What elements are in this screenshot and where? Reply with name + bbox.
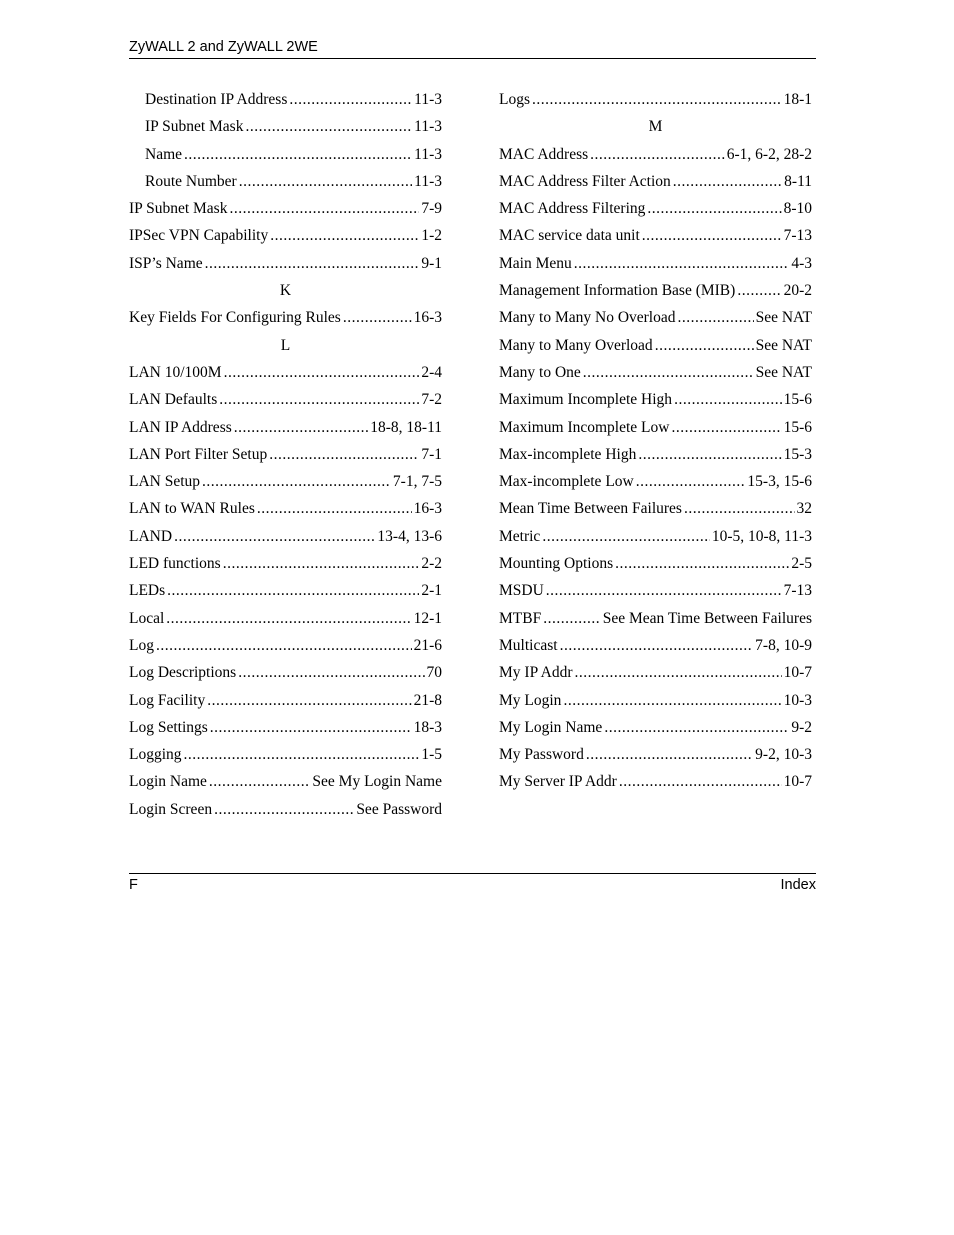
index-term: Name <box>145 145 183 163</box>
dot-leader <box>214 796 354 823</box>
dot-leader <box>166 605 411 632</box>
dot-leader <box>184 741 420 768</box>
index-page-ref: 15-6 <box>783 418 812 436</box>
index-entry <box>129 714 442 741</box>
index-page-ref: 7-13 <box>783 227 812 245</box>
index-entry <box>499 741 812 768</box>
dot-leader <box>575 659 782 686</box>
index-term: ISP’s Name <box>129 254 203 272</box>
dot-leader <box>223 550 420 577</box>
index-entry <box>499 632 812 659</box>
dot-leader <box>647 195 781 222</box>
index-page-ref: 10-3 <box>783 691 812 709</box>
dot-leader <box>583 359 754 386</box>
dot-leader <box>343 304 412 331</box>
index-term: My Server IP Addr <box>499 773 617 791</box>
index-page-ref: 8-11 <box>784 172 812 190</box>
index-entry <box>499 414 812 441</box>
index-page-ref: 2-2 <box>421 555 442 573</box>
dot-leader <box>543 605 601 632</box>
index-entry <box>499 195 812 222</box>
index-entry <box>129 659 442 686</box>
index-term: Multicast <box>499 636 558 654</box>
index-page-ref: 2-1 <box>421 582 442 600</box>
dot-leader <box>229 195 419 222</box>
index-page-ref: 7-13 <box>783 582 812 600</box>
index-page-ref: 18-1 <box>783 91 812 108</box>
index-page-ref: 2-5 <box>791 555 812 573</box>
index-entry <box>129 523 442 550</box>
dot-leader <box>674 386 782 413</box>
index-term: IPSec VPN Capability <box>129 227 269 245</box>
index-term: My Login <box>499 691 562 709</box>
index-term: Many to Many No Overload <box>499 309 676 327</box>
dot-leader <box>563 687 781 714</box>
index-page-ref: 10-5, 10-8, 11-3 <box>711 527 812 545</box>
dot-leader <box>207 687 411 714</box>
index-page-ref: See Password <box>356 800 442 818</box>
index-page-ref: 7-2 <box>421 391 442 409</box>
dot-leader <box>678 304 754 331</box>
index-entry <box>499 304 812 331</box>
dot-leader <box>239 168 412 195</box>
footer-page-letter: F <box>129 877 138 893</box>
index-page-ref: 15-3 <box>783 445 812 463</box>
dot-leader <box>671 414 781 441</box>
index-term: Log Settings <box>129 718 208 736</box>
index-column-right <box>499 86 812 796</box>
index-page-ref: See NAT <box>755 363 812 381</box>
index-term: Route Number <box>145 172 237 190</box>
index-term: LAN Setup <box>129 473 201 491</box>
index-entry <box>129 796 442 823</box>
index-entry <box>129 605 442 632</box>
index-entry <box>499 768 812 795</box>
index-page-ref: 32 <box>796 500 812 518</box>
index-entry <box>129 495 442 522</box>
index-page-ref: 11-3 <box>414 172 442 190</box>
index-entry <box>499 168 812 195</box>
index-entry <box>499 714 812 741</box>
index-term: Login Screen <box>129 800 213 818</box>
index-term: Main Menu <box>499 254 572 272</box>
document-title: ZyWALL 2 and ZyWALL 2WE <box>129 39 318 55</box>
dot-leader <box>219 386 419 413</box>
index-page-ref: 21-8 <box>413 691 442 709</box>
index-term: LAN Defaults <box>129 391 218 409</box>
dot-leader <box>224 359 420 386</box>
index-section-letter: L <box>280 336 291 354</box>
index-term: IP Subnet Mask <box>145 118 244 136</box>
index-entry <box>129 550 442 577</box>
index-term: MAC Address <box>499 145 589 163</box>
dot-leader <box>209 768 311 795</box>
index-term: My Login Name <box>499 718 603 736</box>
index-term: Maximum Incomplete High <box>499 391 673 409</box>
index-page-ref: 9-1 <box>421 254 442 272</box>
index-entry <box>499 441 812 468</box>
index-entry <box>129 250 442 277</box>
dot-leader <box>205 250 420 277</box>
index-entry <box>499 659 812 686</box>
index-entry <box>129 222 442 249</box>
dot-leader <box>202 468 391 495</box>
dot-leader <box>673 168 782 195</box>
index-term: Mean Time Between Failures <box>499 500 682 518</box>
index-page-ref: 1-2 <box>421 227 442 245</box>
dot-leader <box>604 714 789 741</box>
index-entry <box>499 141 812 168</box>
index-entry <box>129 195 442 222</box>
dot-leader <box>615 550 789 577</box>
index-term: MAC Address Filtering <box>499 200 646 218</box>
index-entry <box>499 222 812 249</box>
footer-section-name: Index <box>780 877 816 893</box>
dot-leader <box>560 632 754 659</box>
index-term: MAC Address Filter Action <box>499 172 671 190</box>
dot-leader <box>684 495 795 522</box>
dot-leader <box>257 495 412 522</box>
index-term: MTBF <box>499 609 542 627</box>
index-entry <box>499 86 812 113</box>
index-term: LEDs <box>129 582 166 600</box>
page-header <box>129 37 816 59</box>
index-term: Mounting Options <box>499 555 614 573</box>
index-entry <box>499 468 812 495</box>
dot-leader <box>642 222 782 249</box>
dot-leader <box>737 277 781 304</box>
index-term: Log Facility <box>129 691 206 709</box>
index-term: Log <box>129 636 154 654</box>
index-entry <box>129 141 442 168</box>
index-entry <box>129 468 442 495</box>
dot-leader <box>156 632 412 659</box>
index-entry <box>129 414 442 441</box>
index-page-ref: 9-2, 10-3 <box>755 746 812 764</box>
index-entry <box>499 332 812 359</box>
index-entry <box>499 386 812 413</box>
index-page-ref: 2-4 <box>421 363 442 381</box>
dot-leader <box>638 441 781 468</box>
index-page-ref: 70 <box>426 664 442 682</box>
index-page-ref: 15-6 <box>783 391 812 409</box>
index-entry <box>129 359 442 386</box>
index-term: Many to Many Overload <box>499 336 653 354</box>
index-term: My Password <box>499 746 584 764</box>
index-page-ref: 7-8, 10-9 <box>755 636 812 654</box>
index-entry <box>499 550 812 577</box>
index-entry <box>129 441 442 468</box>
dot-leader <box>532 86 782 113</box>
dot-leader <box>289 86 412 113</box>
dot-leader <box>174 523 375 550</box>
dot-leader <box>184 141 412 168</box>
dot-leader <box>167 577 419 604</box>
index-term: LAND <box>129 527 173 545</box>
index-term: Maximum Incomplete Low <box>499 418 670 436</box>
index-page-ref: 11-3 <box>414 118 442 136</box>
index-page-ref: 12-1 <box>413 609 442 627</box>
index-term: Destination IP Address <box>145 91 288 108</box>
index-entry <box>499 523 812 550</box>
index-page-ref: 16-3 <box>413 309 442 327</box>
index-page-ref: 8-10 <box>783 200 812 218</box>
index-section-letter: K <box>279 282 292 300</box>
index-term: Max-incomplete Low <box>499 473 634 491</box>
index-entry <box>129 168 442 195</box>
index-entry <box>129 741 442 768</box>
index-entry <box>499 687 812 714</box>
index-entry <box>129 687 442 714</box>
dot-leader <box>619 768 782 795</box>
index-entry <box>499 250 812 277</box>
index-entry <box>129 304 442 331</box>
index-page-ref: 9-2 <box>791 718 812 736</box>
dot-leader <box>238 659 424 686</box>
index-entry <box>499 359 812 386</box>
index-term: Many to One <box>499 363 581 381</box>
index-entry <box>129 113 442 140</box>
index-term: My IP Addr <box>499 664 573 682</box>
index-page-ref: See Mean Time Between Failures <box>602 609 812 627</box>
index-entry <box>499 605 812 632</box>
index-page-ref: 11-3 <box>414 145 442 163</box>
index-term: MAC service data unit <box>499 227 640 245</box>
index-term: IP Subnet Mask <box>129 200 228 218</box>
index-entry <box>499 577 812 604</box>
index-term: Login Name <box>129 773 207 791</box>
dot-leader <box>234 414 368 441</box>
dot-leader <box>586 741 753 768</box>
index-page-ref: 18-8, 18-11 <box>370 418 442 436</box>
index-page-ref: 6-1, 6-2, 28-2 <box>726 145 812 163</box>
index-page-ref: 13-4, 13-6 <box>377 527 442 545</box>
index-term: LED functions <box>129 555 221 573</box>
index-page-ref: See NAT <box>755 336 812 354</box>
index-page-ref: 10-7 <box>783 664 812 682</box>
index-entry <box>129 386 442 413</box>
index-term: Metric <box>499 527 541 545</box>
dot-leader <box>574 250 790 277</box>
index-page-ref: 21-6 <box>413 636 442 654</box>
index-term: Logs <box>499 91 530 108</box>
index-page-ref: See My Login Name <box>312 773 442 791</box>
index-page-ref: 7-9 <box>421 200 442 218</box>
index-page-ref: 20-2 <box>783 282 812 300</box>
index-page-ref: 7-1 <box>421 445 442 463</box>
index-term: LAN to WAN Rules <box>129 500 255 518</box>
index-page-ref: 18-3 <box>413 718 442 736</box>
dot-leader <box>270 222 419 249</box>
index-term: LAN Port Filter Setup <box>129 445 268 463</box>
index-term: LAN 10/100M <box>129 363 222 381</box>
index-page-ref: 7-1, 7-5 <box>392 473 442 491</box>
index-term: MSDU <box>499 582 544 600</box>
dot-leader <box>636 468 746 495</box>
index-entry <box>129 632 442 659</box>
index-page-ref: 15-3, 15-6 <box>747 473 812 491</box>
index-entry <box>499 277 812 304</box>
index-entry <box>129 768 442 795</box>
dot-leader <box>210 714 412 741</box>
index-term: Management Information Base (MIB) <box>499 282 736 300</box>
dot-leader <box>655 332 754 359</box>
dot-leader <box>542 523 710 550</box>
index-page-ref: See NAT <box>755 309 812 327</box>
index-page-ref: 4-3 <box>791 254 812 272</box>
dot-leader <box>546 577 782 604</box>
index-entry <box>499 495 812 522</box>
index-page-ref: 11-3 <box>414 91 442 108</box>
dot-leader <box>269 441 419 468</box>
index-term: Key Fields For Configuring Rules <box>129 309 341 327</box>
page-footer <box>129 873 816 895</box>
index-term: Log Descriptions <box>129 664 237 682</box>
index-column-left <box>129 86 442 823</box>
index-term: Max-incomplete High <box>499 445 637 463</box>
index-entry <box>129 577 442 604</box>
dot-leader <box>590 141 725 168</box>
index-term: Logging <box>129 746 182 764</box>
index-page-ref: 16-3 <box>413 500 442 518</box>
index-term: Local <box>129 609 165 627</box>
index-term: LAN IP Address <box>129 418 232 436</box>
index-page-ref: 1-5 <box>421 746 442 764</box>
index-section-letter: M <box>648 118 663 136</box>
dot-leader <box>245 113 412 140</box>
index-entry <box>129 86 442 113</box>
index-page-ref: 10-7 <box>783 773 812 791</box>
